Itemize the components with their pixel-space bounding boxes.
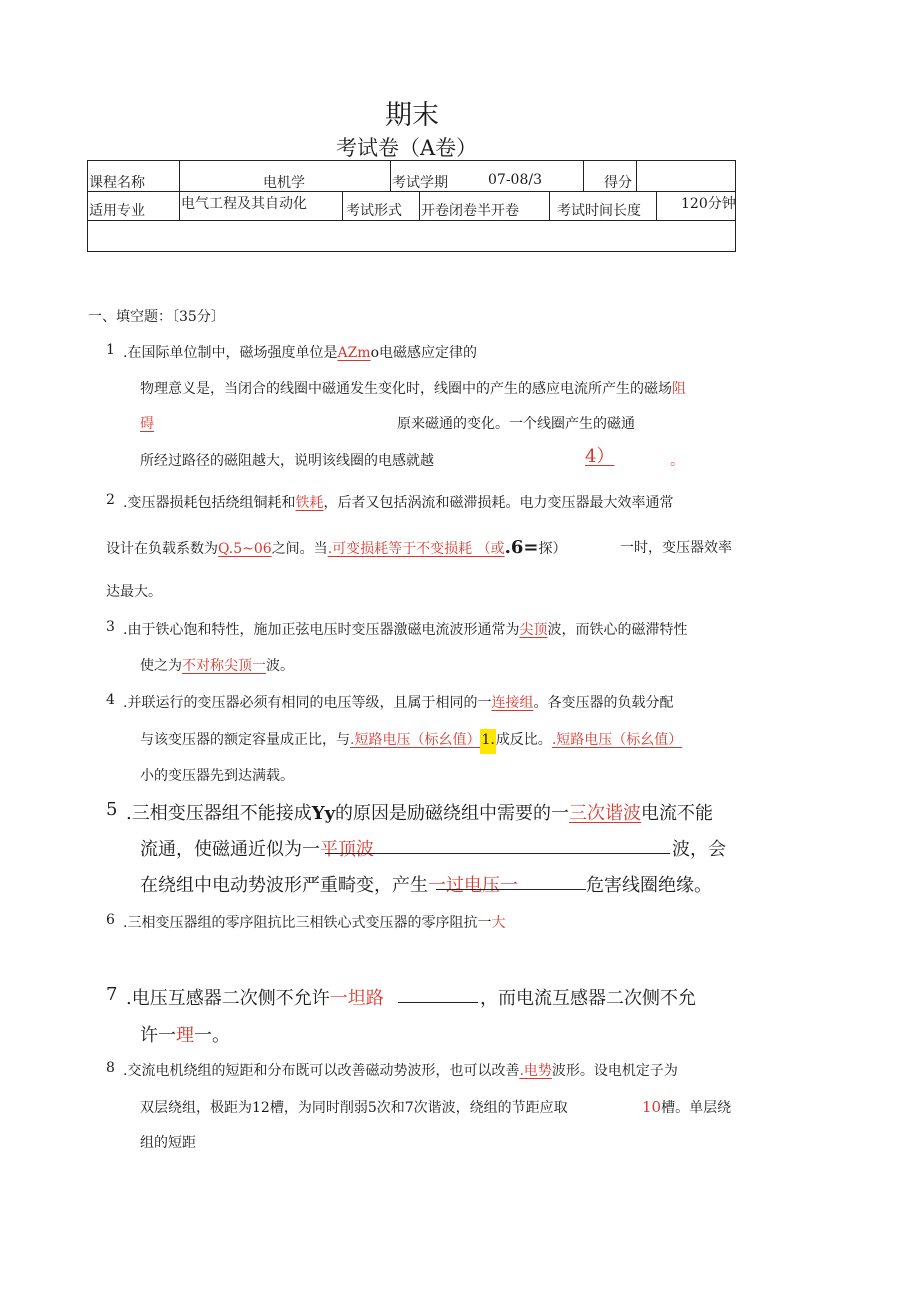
text: 流通，使磁通近似为一 <box>140 839 320 860</box>
text: .电压互感器二次侧不允许 <box>126 988 330 1009</box>
table-divider <box>342 191 343 220</box>
question-number: 7 <box>106 984 118 1005</box>
course-label: 课程名称 <box>89 175 145 191</box>
question-line <box>140 871 518 897</box>
text: 。各变压器的负载分配 <box>533 695 674 711</box>
question-line <box>140 729 682 749</box>
page-subtitle: 考试卷（A卷） <box>336 136 478 160</box>
answer: Q.5~06 <box>218 541 272 557</box>
answer: 阻 <box>672 381 686 397</box>
text: 物理意义是，当闭合的线圈中磁通发生变化时，线圈中的产生的感应电流所产生的磁场 <box>140 381 672 397</box>
blank-line <box>436 889 586 890</box>
question-number: 6 <box>106 912 115 928</box>
question-line: 达最大。 <box>106 584 162 600</box>
answer-punct: 。 <box>670 453 684 469</box>
question-number: 4 <box>106 692 115 708</box>
question-line <box>140 378 686 398</box>
answer: 一坦路 <box>329 988 384 1009</box>
answer: .短路电压（标幺值） <box>350 732 481 748</box>
question-line: 双层绕组，极距为12槽，为同时削弱5次和7次谐波，绕组的节距应取 <box>140 1100 568 1116</box>
text: .在国际单位制中，磁场强度单位是 <box>123 345 338 361</box>
answer: 4） <box>585 446 615 467</box>
answer: 10 <box>642 1098 662 1116</box>
text: ，后者又包括涡流和磁滞损耗。电力变压器最大效率通常 <box>323 495 674 511</box>
text: 电流不能 <box>641 803 714 824</box>
answer: 平顶波 <box>320 839 374 860</box>
question-line <box>140 1021 230 1047</box>
question-line <box>123 692 673 712</box>
question-line <box>123 1060 678 1080</box>
answer: 三次谐波 <box>569 803 642 824</box>
text: .变压器损耗包括绕组铜耗和 <box>123 495 296 511</box>
table-divider <box>87 220 735 221</box>
question-line <box>140 835 374 861</box>
text: 与该变压器的额定容量成正比，与 <box>140 732 350 748</box>
text: .并联运行的变压器必须有相同的电压等级，且属于相同的一 <box>123 695 492 711</box>
section-heading: 一、填空题：〔35分〕 <box>88 309 225 325</box>
text: .交流电机绕组的短距和分布既可以改善磁动势波形，也可以改善 <box>123 1063 520 1079</box>
question-line: 原来磁通的变化。一个线圈产生的磁通 <box>397 416 635 432</box>
table-divider <box>656 191 657 220</box>
question-line: 小的变压器先到达满载。 <box>140 768 294 784</box>
text: .三相变压器组的零序阻抗比三相铁心式变压器的零序阻抗一 <box>123 915 492 931</box>
course-value: 电机学 <box>263 175 305 191</box>
question-line <box>123 912 505 932</box>
major-value: 电气工程及其自动化 <box>181 196 307 212</box>
question-number: 2 <box>106 492 115 508</box>
text: 之间。当 <box>271 541 328 557</box>
text: 在绕组中电动势波形严重畸变，产生 <box>140 875 428 896</box>
text: .三相变压器组不能接成 <box>126 803 312 824</box>
question-line: 危害线圈绝缘。 <box>586 875 712 896</box>
text: 一。 <box>194 1025 230 1046</box>
table-divider <box>179 160 180 191</box>
term-value: 07-08/3 <box>488 172 542 188</box>
answer: 尖顶 <box>519 622 548 638</box>
question-line <box>123 342 477 362</box>
answer: 连接组 <box>491 695 534 711</box>
question-line <box>126 799 713 825</box>
table-divider <box>419 191 420 220</box>
answer: 碍 <box>140 416 154 432</box>
page-title: 期末 <box>385 100 439 131</box>
question-line <box>123 492 673 512</box>
text: Yy <box>311 803 336 824</box>
answer: 不对称尖顶一 <box>182 658 266 674</box>
table-divider <box>583 160 584 191</box>
question-line <box>106 537 566 558</box>
question-line: 组的短距 <box>140 1135 196 1151</box>
text: 设计在负载系数为 <box>106 541 218 557</box>
blank-line <box>325 853 670 854</box>
question-line: 波，会 <box>672 839 726 860</box>
table-divider <box>179 191 180 220</box>
question-line: 所经过路径的磁阻越大，说明该线圈的电感就越 <box>140 453 434 469</box>
format-label: 考试形式 <box>346 203 402 219</box>
duration-label: 考试时间长度 <box>557 203 641 219</box>
question-line <box>126 984 384 1010</box>
question-number: 8 <box>106 1060 115 1076</box>
text: 探） <box>538 541 567 557</box>
answer: 理 <box>176 1025 194 1046</box>
text: 使之为 <box>140 658 182 674</box>
text: 成反比。 <box>495 732 552 748</box>
text: o电磁感应定律的 <box>370 345 478 361</box>
text: 的原因是励磁绕组中需要的一 <box>335 803 570 824</box>
question-number: 5 <box>106 799 118 820</box>
question-line <box>140 655 294 675</box>
table-divider <box>390 160 391 191</box>
blank-line <box>398 1002 478 1003</box>
text: .由于铁心饱和特性，施加正弦电压时变压器激磁电流波形通常为 <box>123 622 520 638</box>
question-line: 一时，变压器效率 <box>620 540 732 556</box>
text: 许一 <box>140 1025 176 1046</box>
answer: AZm <box>337 345 371 361</box>
text: 波，而铁心的磁滞特性 <box>547 622 688 638</box>
text: 槽。单层绕 <box>661 1100 732 1116</box>
table-divider <box>549 191 550 220</box>
question-number: 3 <box>106 619 115 635</box>
text: 波。 <box>266 658 294 674</box>
highlighted-mark: 1. <box>480 729 495 754</box>
answer: .短路电压（标幺值） <box>551 732 683 748</box>
answer: .电势 <box>519 1063 552 1079</box>
question-number: 1 <box>106 342 115 358</box>
answer: .6= <box>504 537 539 558</box>
text: 波形。设电机定子为 <box>551 1063 678 1079</box>
answer: 大 <box>491 915 506 931</box>
answer: .可变损耗等于不变损耗 （或 <box>327 541 505 557</box>
table-divider <box>636 160 637 191</box>
major-label: 适用专业 <box>89 203 145 219</box>
term-label: 考试学期 <box>392 175 448 191</box>
question-line <box>123 619 687 639</box>
question-line: ，而电流互感器二次侧不允 <box>480 988 696 1009</box>
question-line <box>642 1097 731 1117</box>
answer: 铁耗 <box>295 495 324 511</box>
answer: 一过电压一 <box>428 875 518 896</box>
duration-value: 120分钟 <box>681 196 736 212</box>
format-value: 开卷闭卷半开卷 <box>421 203 519 219</box>
score-label: 得分 <box>604 175 632 191</box>
